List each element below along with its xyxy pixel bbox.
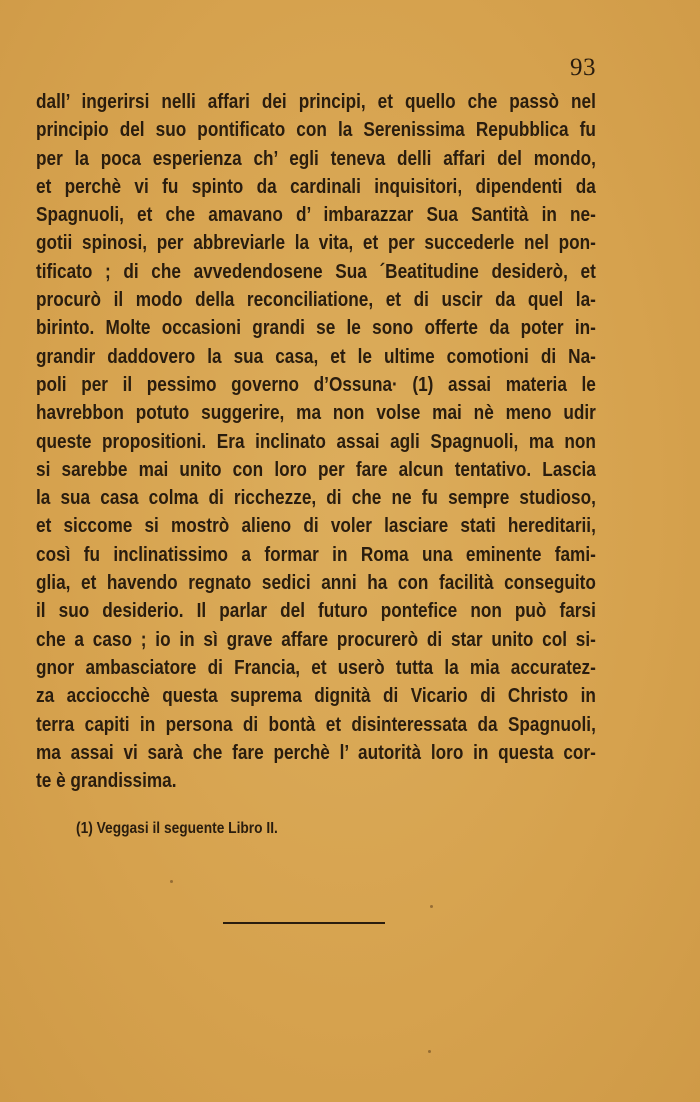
footnote: (1) Veggasi il seguente Libro II. xyxy=(76,820,278,837)
text-line: terra capiti in persona di bontà et disinteressata da Spagnuoli, xyxy=(36,713,596,736)
text-line: glia, et havendo regnato sedici anni ha con facilità conseguito xyxy=(36,572,596,595)
text-line: havrebbon potuto suggerire, ma non volse mai nè meno udir xyxy=(36,402,596,425)
paper-speck xyxy=(430,905,433,908)
text-line: gotii spinosi, per abbreviarle la vita, et per succederle nel pon- xyxy=(36,232,596,255)
body-text xyxy=(36,88,596,795)
text-line: principio del suo pontificato con la Serenissima Repubblica fu xyxy=(36,119,596,142)
text-line: poli per il pessimo governo d’Ossuna· (1) assai materia le xyxy=(36,373,596,396)
text-line: queste propositioni. Era inclinato assai agli Spagnuoli, ma non xyxy=(36,430,596,453)
text-line: birinto. Molte occasioni grandi se le sono offerte da poter in- xyxy=(36,317,596,340)
paper-speck xyxy=(428,1050,431,1053)
text-line: così fu inclinatissimo a formar in Roma una eminente fami- xyxy=(36,543,596,566)
text-line: la sua casa colma di ricchezze, di che ne fu sempre studioso, xyxy=(36,487,596,510)
text-line: et perchè vi fu spinto da cardinali inquisitori, dipendenti da xyxy=(36,175,596,198)
text-line: te è grandissima. xyxy=(36,770,177,793)
page-number: 93 xyxy=(570,54,596,81)
text-line: procurò il modo della reconciliatione, et di uscir da quel la- xyxy=(36,289,596,312)
text-line: ma assai vi sarà che fare perchè l’ autorità loro in questa cor- xyxy=(36,741,596,764)
text-line: Spagnuoli, et che amavano d’ imbarazzar Sua Santità in ne- xyxy=(36,204,596,227)
text-line: za acciocchè questa suprema dignità di Vicario di Christo in xyxy=(36,685,596,708)
text-line: tificato ; di che avvedendosene Sua ´Beatitudine desiderò, et xyxy=(36,260,596,283)
text-line: dall’ ingerirsi nelli affari dei principi, et quello che passò nel xyxy=(36,91,596,113)
text-line: il suo desiderio. Il parlar del futuro pontefice non può farsi xyxy=(36,600,596,623)
text-line: che a caso ; io in sì grave affare procurerò di star unito col si- xyxy=(36,628,596,651)
text-line: et siccome si mostrò alieno di voler lasciare stati hereditarii, xyxy=(36,515,596,538)
paper-speck xyxy=(170,880,173,883)
text-line: grandir daddovero la sua casa, et le ultime comotioni di Na- xyxy=(36,345,596,368)
end-rule-divider xyxy=(223,922,385,924)
text-line: gnor ambasciatore di Francia, et userò tutta la mia accuratez- xyxy=(36,656,596,679)
text-line: per la poca esperienza ch’ egli teneva delli affari del mondo, xyxy=(36,147,596,170)
text-line: si sarebbe mai unito con loro per fare alcun tentativo. Lascia xyxy=(36,458,596,481)
